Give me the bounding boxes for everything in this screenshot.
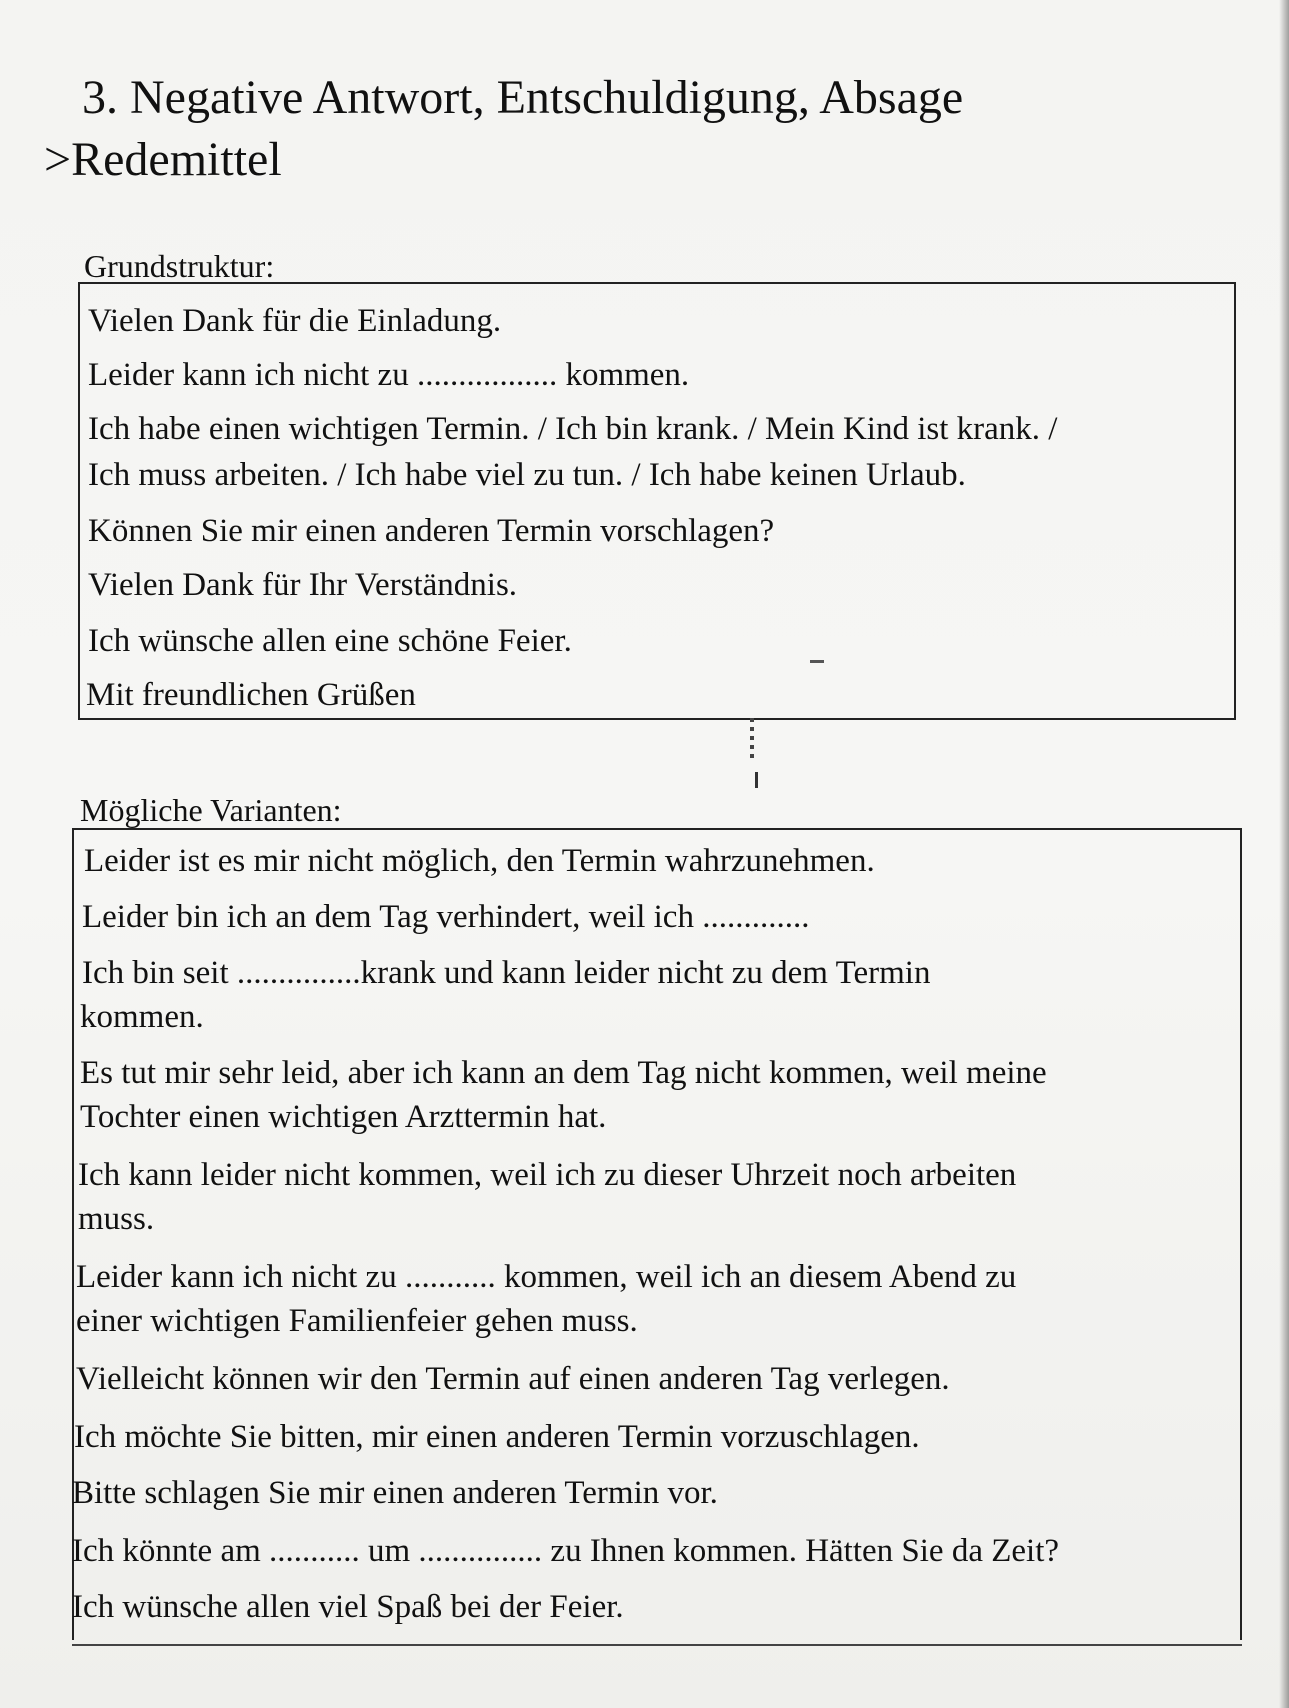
varianten-line: Ich kann leider nicht kommen, weil ich zu dieser Uhrzeit noch arbeiten [78, 1157, 1017, 1193]
varianten-line: Ich möchte Sie bitten, mir einen anderen Termin vorzuschlagen. [74, 1419, 920, 1455]
page-title: 3. Negative Antwort, Entschuldigung, Absage [82, 71, 964, 124]
scan-artifact [755, 772, 758, 788]
grundstruktur-label: Grundstruktur: [84, 248, 275, 284]
varianten-line: Leider bin ich an dem Tag verhindert, weil ich ............. [82, 899, 810, 935]
grundstruktur-line: Mit freundlichen Grüßen [86, 677, 416, 713]
grundstruktur-line: Können Sie mir einen anderen Termin vorschlagen? [88, 513, 775, 549]
grundstruktur-line: Vielen Dank für die Einladung. [88, 303, 502, 339]
varianten-line: Es tut mir sehr leid, aber ich kann an dem Tag nicht kommen, weil meine [80, 1055, 1047, 1091]
varianten-line: Tochter einen wichtigen Arzttermin hat. [80, 1099, 607, 1135]
page-edge-shadow [1279, 0, 1289, 1708]
scan-artifact [750, 718, 754, 758]
grundstruktur-line: Ich habe einen wichtigen Termin. / Ich bin krank. / Mein Kind ist krank. / [88, 411, 1058, 447]
varianten-box-bottom-rule [72, 1644, 1242, 1646]
varianten-box [72, 828, 1242, 1640]
varianten-label: Mögliche Varianten: [80, 792, 342, 828]
varianten-line: muss. [78, 1201, 155, 1237]
varianten-line: Leider kann ich nicht zu ........... kommen, weil ich an diesem Abend zu [76, 1259, 1017, 1295]
varianten-line: Vielleicht können wir den Termin auf einen anderen Tag verlegen. [76, 1361, 950, 1397]
varianten-line: Bitte schlagen Sie mir einen anderen Termin vor. [72, 1475, 718, 1511]
grundstruktur-line: Vielen Dank für Ihr Verständnis. [88, 567, 518, 603]
varianten-line: Leider ist es mir nicht möglich, den Termin wahrzunehmen. [84, 843, 875, 879]
scan-artifact [810, 660, 824, 663]
varianten-line: Ich bin seit ...............krank und kann leider nicht zu dem Termin [82, 955, 931, 991]
varianten-line: einer wichtigen Familienfeier gehen muss. [76, 1303, 638, 1339]
varianten-line: Ich wünsche allen viel Spaß bei der Feier. [72, 1589, 624, 1625]
varianten-line: Ich könnte am ........... um ............... zu Ihnen kommen. Hätten Sie da Zeit? [72, 1533, 1060, 1569]
grundstruktur-line: Ich muss arbeiten. / Ich habe viel zu tun. / Ich habe keinen Urlaub. [88, 457, 966, 493]
grundstruktur-line: Leider kann ich nicht zu ................. kommen. [88, 357, 690, 393]
section-subtitle: >Redemittel [44, 133, 282, 186]
grundstruktur-line: Ich wünsche allen eine schöne Feier. [88, 623, 572, 659]
varianten-line: kommen. [80, 999, 204, 1035]
